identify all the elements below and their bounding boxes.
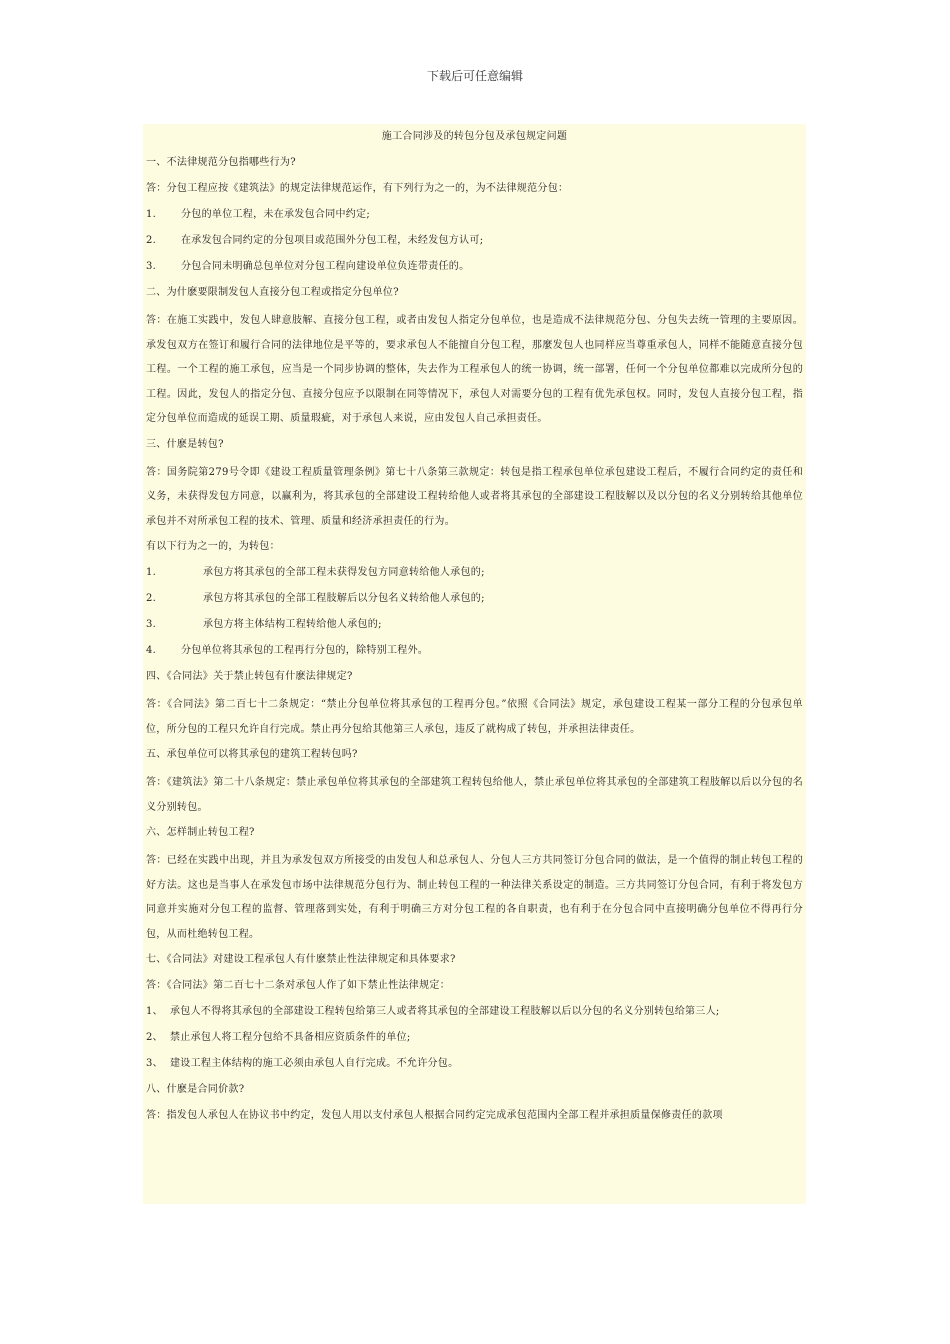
list-number: 1、 xyxy=(146,1006,163,1017)
list-item xyxy=(146,202,803,228)
answer-1: 答：分包工程应按《建筑法》的规定法律规范运作，有下列行为之一的，为不法律规范分包： xyxy=(146,183,569,194)
list-item xyxy=(146,612,803,638)
question-3: 三、什麽是转包? xyxy=(146,438,224,450)
list-number: 2. xyxy=(146,593,157,604)
page-header: 下载后可任意编辑 xyxy=(426,69,523,83)
list-text: 在承发包合同约定的分包项目或范围外分包工程，未经发包方认可; xyxy=(181,235,484,246)
question-6: 六、怎样制止转包工程? xyxy=(146,827,255,838)
list-number: 3. xyxy=(146,261,157,272)
list-text: 承包方将主体结构工程转给他人承包的; xyxy=(203,619,382,630)
question-1: 一、不法律规范分包指哪些行为? xyxy=(146,157,296,168)
document-body xyxy=(143,124,806,1204)
list-text: 承包方将其承包的全部工程肢解后以分包名义转给他人承包的; xyxy=(203,593,485,604)
question-8: 八、什麽是合同价款? xyxy=(146,1084,245,1095)
answer-6: 答：已经在实践中出现，并且为承发包双方所接受的由发包人和总承包人、分包人三方共同签订分包合同的做法，是一个值得的制止转包工程的好方法。这也是当事人在承发包市场中法律规范分包行为、制止转包工程的一种法律关系设定的制造。三方共同签订分包合同，有利于将发包方同意并实施对分包工程的监督、管理落到实处，有利于明确三方对分包工程的各自职责，也有利于在分包合同中直接明确分包单位不得再行分包，从而杜绝转包工程。 xyxy=(146,855,803,940)
list-text: 分包合同未明确总包单位对分包工程向建设单位负连带责任的。 xyxy=(181,261,470,272)
list-text: 建设工程主体结构的施工必须由承包人自行完成。不允许分包。 xyxy=(170,1058,459,1069)
list-number: 2、 xyxy=(146,1032,163,1043)
list-item xyxy=(146,638,803,664)
answer-4: 答：《合同法》第二百七十二条规定：“禁止分包单位将其承包的工程再分包。”依照《合同法》规定，承包建设工程某一部分工程的分包承包单位，所分包的工程只允许自行完成。禁止再分包给其他第三人承包，违反了就构成了转包，并承担法律责任。 xyxy=(146,699,803,735)
list-item xyxy=(146,560,803,586)
list-text: 分包单位将其承包的工程再行分包的，除特别工程外。 xyxy=(181,645,429,656)
question-5: 五、承包单位可以将其承包的建筑工程转包吗? xyxy=(146,749,358,760)
question-7: 七、《合同法》对建设工程承包人有什麽禁止性法律规定和具体要求? xyxy=(146,954,456,965)
list-number: 2. xyxy=(146,235,157,246)
list-number: 1. xyxy=(146,209,157,220)
list-text: 禁止承包人将工程分包给不具备相应资质条件的单位; xyxy=(170,1032,411,1043)
question-4: 四、《合同法》关于禁止转包有什麽法律规定? xyxy=(146,671,353,682)
list-text: 承包方将其承包的全部工程未获得发包方同意转给他人承包的; xyxy=(203,567,485,578)
list-item xyxy=(146,586,803,612)
answer-8: 答：指发包人承包人在协议书中约定，发包人用以支付承包人根据合同约定完成承包范围内全部工程并承担质量保修责任的款项 xyxy=(146,1110,723,1121)
list-item xyxy=(146,999,803,1025)
list-number: 3、 xyxy=(146,1058,163,1069)
list-item xyxy=(146,228,803,254)
intro-3: 有以下行为之一的，为转包： xyxy=(146,541,280,552)
answer-5: 答：《建筑法》第二十八条规定：禁止承包单位将其承包的全部建筑工程转包给他人，禁止承包单位将其承包的全部建筑工程肢解以后以分包的名义分别转包。 xyxy=(146,777,803,813)
list-number: 3. xyxy=(146,619,157,630)
document-title: 施工合同涉及的转包分包及承包规定问题 xyxy=(381,131,568,142)
answer-2: 答：在施工实践中，发包人肆意肢解、直接分包工程，或者由发包人指定分包单位，也是造成不法律规范分包、分包失去统一管理的主要原因。承发包双方在签订和履行合同的法律地位是平等的，要求承包人不能擅自分包工程，那麼发包人也同样应当尊重承包人，同样不能随意直接分包工程。一个工程的施工承包，应当是一个同步协调的整体，失去作为工程承包人的统一协调，统一部署，任何一个分包单位都难以完成所分包的工程。因此，发包人的指定分包、直接分包应予以限制在同等情况下，承包人对需要分包的工程有优先承包权。同时，发包人直接分包工程，指定分包单位而造成的延误工期、质量瑕疵，对于承包人来说，应由发包人自己承担责任。 xyxy=(146,315,803,424)
list-number: 4. xyxy=(146,645,157,656)
answer-7: 答：《合同法》第二百七十二条对承包人作了如下禁止性法律规定： xyxy=(146,980,450,991)
list-text: 承包人不得将其承包的全部建设工程转包给第三人或者将其承包的全部建设工程肢解以后以分包的名义分别转包给第三人; xyxy=(170,1006,720,1017)
list-item xyxy=(146,254,803,280)
answer-3: 答：国务院第279号令即《建设工程质量管理条例》第七十八条第三款规定：转包是指工程承包单位承包建设工程后，不履行合同约定的责任和义务，未获得发包方同意，以赢利为，将其承包的全部建设工程转给他人或者将其承包的全部建设工程肢解以及以分包的名义分别转给其他单位承包并不对所承包工程的技术、管理、质量和经济承担责任的行为。 xyxy=(146,466,803,527)
question-2: 二、为什麽要限制发包人直接分包工程或指定分包单位? xyxy=(146,287,399,298)
list-text: 分包的单位工程，未在承发包合同中约定; xyxy=(181,209,371,220)
list-number: 1. xyxy=(146,567,157,578)
list-item xyxy=(146,1025,803,1051)
list-item xyxy=(146,1051,803,1077)
